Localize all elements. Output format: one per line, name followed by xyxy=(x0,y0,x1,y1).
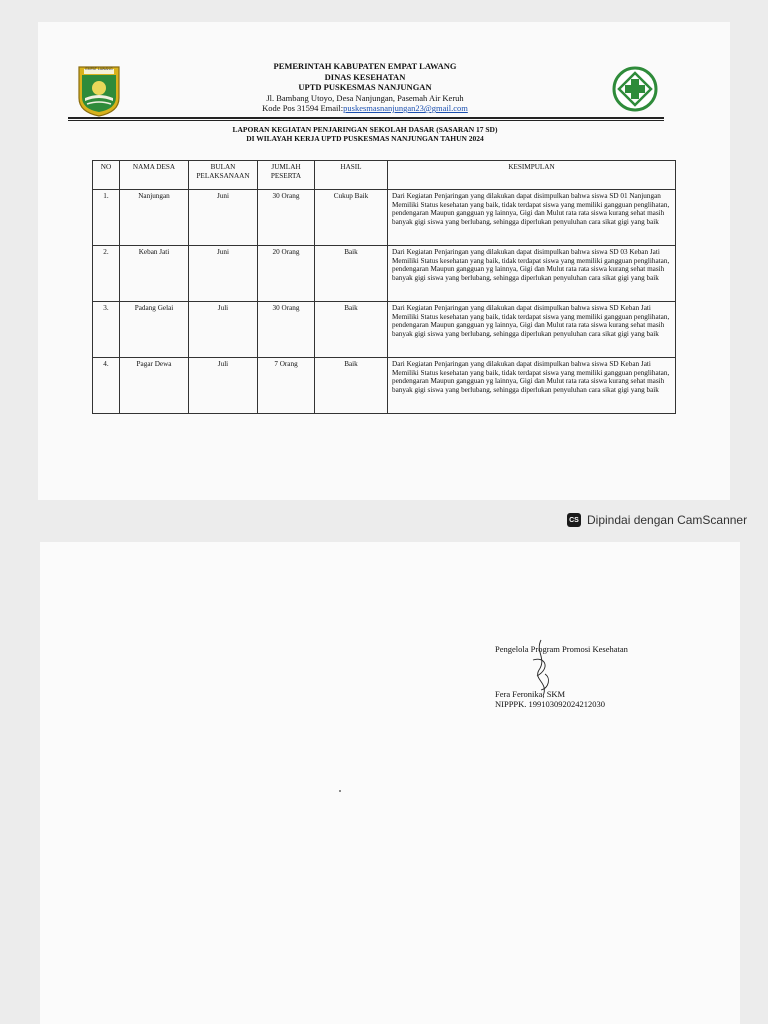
camscanner-label: Dipindai dengan CamScanner xyxy=(587,513,748,527)
header-kesimpulan: KESIMPULAN xyxy=(388,161,676,190)
letterhead-email-link[interactable]: puskesmasnanjungan23@gmail.com xyxy=(343,103,468,113)
letterhead-line2: DINAS KESEHATAN xyxy=(324,71,406,82)
cell-jumlah: 20 Orang xyxy=(258,246,315,302)
scan-speck xyxy=(339,790,341,792)
report-title-line2: DI WILAYAH KERJA UPTD PUSKESMAS NANJUNGAN TAHUN 2024 xyxy=(246,134,484,143)
cell-no: 1. xyxy=(93,190,120,246)
signature-title: Pengelola Program Promosi Kesehatan xyxy=(495,644,628,654)
cell-no: 3. xyxy=(93,302,120,358)
cell-bulan: Juli xyxy=(189,358,258,414)
letterhead xyxy=(170,61,560,114)
cell-jumlah: 30 Orang xyxy=(258,190,315,246)
cell-kesimpulan: Dari Kegiatan Penjaringan yang dilakukan dapat disimpulkan bahwa siswa SD Keban Jati Memiliki Status kesehatan yang baik, tidak terdapat siswa yang memiliki gangguan penglihatan, pendengaran Maupun gangguan yg lainnya, Gigi dan Mulut rata rata siswa kurang sehat masih banyak gigi siswa yang berlubang, sehingga diperlukan penyuluhan cara sikat gigi yang baik xyxy=(388,302,676,358)
signature-block xyxy=(495,644,695,710)
cell-kesimpulan: Dari Kegiatan Penjaringan yang dilakukan dapat disimpulkan bahwa siswa SD 01 Nanjungan Memiliki Status kesehatan yang baik, tidak terdapat siswa yang memiliki gangguan penglihatan, pendengaran Maupun gangguan yg lainnya, Gigi dan Mulut rata rata siswa kurang sehat masih banyak gigi siswa yang berlubang, sehingga diperlukan penyuluhan cara sikat gigi yang baik xyxy=(388,190,676,246)
cell-hasil: Baik xyxy=(315,246,388,302)
page-sheet-bottom xyxy=(40,542,740,1024)
letterhead-rule-thin xyxy=(68,120,664,121)
header-bulan: BULAN PELAKSANAAN xyxy=(189,161,258,190)
table-header-row xyxy=(93,161,676,190)
camscanner-icon: CS xyxy=(567,513,581,527)
header-nama-desa: NAMA DESA xyxy=(120,161,189,190)
cell-desa: Pagar Dewa xyxy=(120,358,189,414)
puskesmas-logo-icon xyxy=(612,66,658,112)
letterhead-rule-thick xyxy=(68,117,664,119)
signatory-name: Fera Feronika, SKM xyxy=(495,688,566,699)
cell-hasil: Cukup Baik xyxy=(315,190,388,246)
cell-jumlah: 7 Orang xyxy=(258,358,315,414)
header-jumlah: JUMLAH PESERTA xyxy=(258,161,315,190)
letterhead-postcode: Kode Pos 31594 Email: xyxy=(262,103,344,113)
cell-kesimpulan: Dari Kegiatan Penjaringan yang dilakukan dapat disimpulkan bahwa siswa SD 03 Keban Jati Memiliki Status kesehatan yang baik, tidak terdapat siswa yang memiliki gangguan penglihatan, pendengaran Maupun gangguan yg lainnya, Gigi dan Mulut rata rata siswa kurang sehat masih banyak gigi siswa yang berlubang, sehingga diperlukan penyuluhan cara sikat gigi yang baik xyxy=(388,246,676,302)
cell-desa: Keban Jati xyxy=(120,246,189,302)
table-row xyxy=(93,302,676,358)
report-table xyxy=(92,160,676,414)
kabupaten-logo-icon xyxy=(76,64,122,118)
letterhead-address: Jl. Bambang Utoyo, Desa Nanjungan, Pasemah Air Keruh xyxy=(266,92,464,103)
letterhead-line3: UPTD PUSKESMAS NANJUNGAN xyxy=(298,82,432,92)
cell-bulan: Juni xyxy=(189,190,258,246)
cell-desa: Nanjungan xyxy=(120,190,189,246)
cell-desa: Padang Gelai xyxy=(120,302,189,358)
logo-left-text: EMPAT LAWANG xyxy=(85,67,113,71)
table-row xyxy=(93,246,676,302)
cell-bulan: Juli xyxy=(189,302,258,358)
header-no: NO xyxy=(93,161,120,190)
table-row xyxy=(93,190,676,246)
cell-no: 4. xyxy=(93,358,120,414)
cell-hasil: Baik xyxy=(315,358,388,414)
letterhead-contact xyxy=(170,103,560,114)
cell-no: 2. xyxy=(93,246,120,302)
table-row xyxy=(93,358,676,414)
camscanner-watermark xyxy=(567,513,747,527)
handwritten-signature-icon xyxy=(515,638,565,700)
report-title-line1: LAPORAN KEGIATAN PENJARINGAN SEKOLAH DASAR (SASARAN 17 SD) xyxy=(232,125,498,134)
cell-jumlah: 30 Orang xyxy=(258,302,315,358)
cell-kesimpulan: Dari Kegiatan Penjaringan yang dilakukan dapat disimpulkan bahwa siswa SD Keban Jati Memiliki Status kesehatan yang baik, tidak terdapat siswa yang memiliki gangguan penglihatan, pendengaran Maupun gangguan yg lainnya, Gigi dan Mulut rata rata siswa kurang sehat masih banyak gigi siswa yang berlubang, sehingga diperlukan penyuluhan cara sikat gigi yang baik xyxy=(388,358,676,414)
cell-hasil: Baik xyxy=(315,302,388,358)
header-hasil: HASIL xyxy=(315,161,388,190)
signatory-nip: NIPPPK. 199103092024212030 xyxy=(495,699,606,709)
cell-bulan: Juni xyxy=(189,246,258,302)
letterhead-line1: PEMERINTAH KABUPATEN EMPAT LAWANG xyxy=(273,61,457,71)
report-title xyxy=(150,125,580,143)
